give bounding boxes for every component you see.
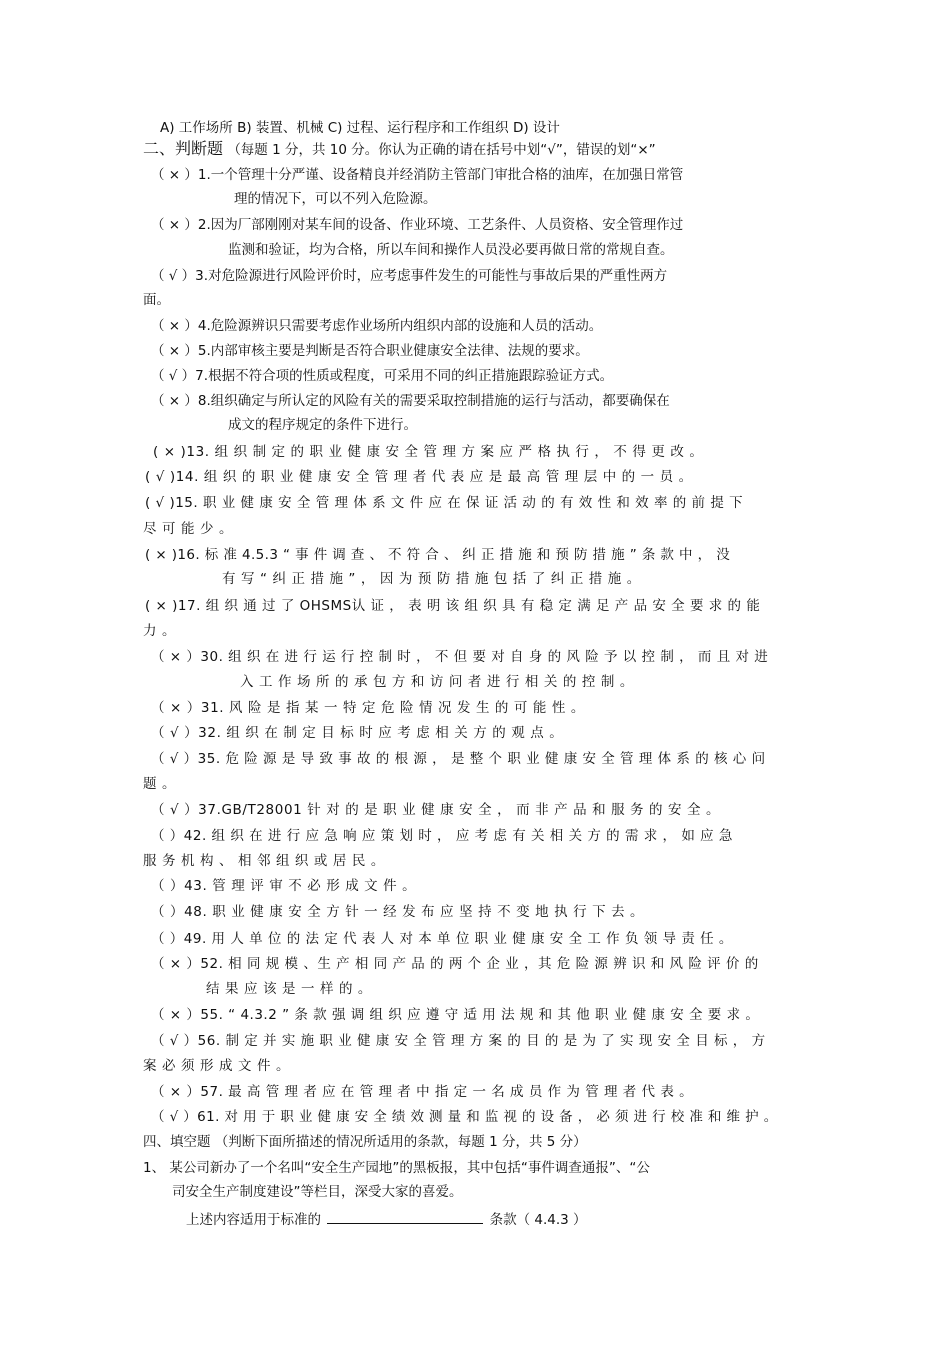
question-line: 尽 可 能 少 。	[143, 521, 234, 537]
question-line: ( × )13. 组 织 制 定 的 职 业 健 康 安 全 管 理 方 案 应 严 格 执 行 ， 不 得 更 改 。	[153, 444, 704, 460]
question-line: 案 必 须 形 成 文 件 。	[143, 1058, 291, 1074]
question-line: 力 。	[143, 623, 177, 639]
question-line: ( × )17. 组 织 通 过 了 OHSMS认 证 ， 表 明 该 组 织 具 有 稳 定 满 足 产 品 安 全 要 求 的 能	[145, 598, 761, 614]
question-line: （ × ）52. 相 同 规 模 、生 产 相 同 产 品 的 两 个 企 业 ，其 危 险 源 辨 识 和 风 险 评 价 的	[151, 956, 759, 972]
question-line: 题 。	[143, 776, 177, 792]
question-line: （ × ）2.因为厂部刚刚对某车间的设备、作业环境、工艺条件、人员资格、安全管理作过	[151, 217, 684, 233]
question-line: （ × ）31. 风 险 是 指 某 一 特 定 危 险 情 况 发 生 的 可 能 性 。	[151, 700, 585, 716]
question-line: （ √ ）35. 危 险 源 是 导 致 事 故 的 根 源 ， 是 整 个 职 业 健 康 安 全 管 理 体 系 的 核 心 问	[151, 751, 766, 767]
fill-question-line: 1、 某公司新办了一个名叫“安全生产园地”的黑板报，其中包括“事件调查通报”、“公	[143, 1160, 650, 1176]
question-line: ( × )16. 标 准 4.5.3 “ 事 件 调 查 、 不 符 合 、 纠 正 措 施 和 预 防 措 施 ” 条 款 中 ， 没	[145, 547, 731, 563]
choice-options-line: A) 工作场所 B) 装置、机械 C) 过程、运行程序和工作组织 D) 设计	[160, 120, 560, 136]
section-heading: 二、判断题	[143, 139, 224, 158]
section-instructions: （每题 1 分，共 10 分。你认为正确的请在括号中划“√”，错误的划“×”	[227, 142, 656, 158]
question-line: （ ）42. 组 织 在 进 行 应 急 响 应 策 划 时 ， 应 考 虑 有 关 相 关 方 的 需 求 ， 如 应 急	[151, 828, 733, 844]
answer-suffix: 条款（ 4.4.3 ）	[489, 1212, 587, 1228]
question-line: （ √ ）56. 制 定 并 实 施 职 业 健 康 安 全 管 理 方 案 的 目 的 是 为 了 实 现 安 全 目 标 ， 方	[151, 1033, 766, 1049]
question-line: （ ）48. 职 业 健 康 安 全 方 针 一 经 发 布 应 坚 持 不 变 地 执 行 下 去 。	[151, 904, 645, 920]
question-line: 面。	[143, 292, 170, 308]
answer-prefix: 上述内容适用于标准的	[186, 1212, 321, 1228]
question-line: （ √ ）7.根据不符合项的性质或程度，可采用不同的纠正措施跟踪验证方式。	[151, 368, 614, 384]
question-line: 服 务 机 构 、 相 邻 组 织 或 居 民 。	[143, 853, 385, 869]
question-line: （ × ）8.组织确定与所认定的风险有关的需要采取控制措施的运行与活动，都要确保在	[151, 393, 670, 409]
answer-line	[186, 1209, 587, 1229]
question-line: 成文的程序规定的条件下进行。	[228, 417, 417, 433]
question-line: （ × ）1.一个管理十分严谨、设备精良并经消防主管部门审批合格的油库，在加强日常管	[151, 167, 684, 183]
answer-blank[interactable]	[327, 1209, 483, 1224]
question-line: 监测和验证，均为合格，所以车间和操作人员没必要再做日常的常规自查。	[228, 242, 674, 258]
question-line: （ √ ）3.对危险源进行风险评价时，应考虑事件发生的可能性与事故后果的严重性两方	[151, 268, 668, 284]
question-line: （ × ）30. 组 织 在 进 行 运 行 控 制 时 ， 不 但 要 对 自 身 的 风 险 予 以 控 制 ， 而 且 对 进	[151, 649, 769, 665]
question-line: （ ）49. 用 人 单 位 的 法 定 代 表 人 对 本 单 位 职 业 健 康 安 全 工 作 负 领 导 责 任 。	[151, 931, 733, 947]
question-line: （ √ ）61. 对 用 于 职 业 健 康 安 全 绩 效 测 量 和 监 视 的 设 备 ， 必 须 进 行 校 准 和 维 护 。	[151, 1109, 778, 1125]
question-line: （ × ）5.内部审核主要是判断是否符合职业健康安全法律、法规的要求。	[151, 343, 589, 359]
question-line: 入 工 作 场 所 的 承 包 方 和 访 问 者 进 行 相 关 的 控 制 。	[240, 674, 634, 690]
section-two-title	[143, 140, 656, 159]
question-line: （ √ ）37.GB/T28001 针 对 的 是 职 业 健 康 安 全 ， 而 非 产 品 和 服 务 的 安 全 。	[151, 802, 721, 818]
question-line: （ × ）55. “ 4.3.2 ” 条 款 强 调 组 织 应 遵 守 适 用 法 规 和 其 他 职 业 健 康 安 全 要 求 。	[151, 1007, 760, 1023]
question-line: 理的情况下，可以不列入危险源。	[234, 191, 437, 207]
question-line: 有 写 “ 纠 正 措 施 ” ， 因 为 预 防 措 施 包 括 了 纠 正 措 施 。	[222, 571, 641, 587]
question-line: ( √ )15. 职 业 健 康 安 全 管 理 体 系 文 件 应 在 保 证 活 动 的 有 效 性 和 效 率 的 前 提 下	[145, 495, 744, 511]
question-line: ( √ )14. 组 织 的 职 业 健 康 安 全 管 理 者 代 表 应 是 最 高 管 理 层 中 的 一 员 。	[145, 469, 693, 485]
question-line: （ × ）57. 最 高 管 理 者 应 在 管 理 者 中 指 定 一 名 成 员 作 为 管 理 者 代 表 。	[151, 1084, 694, 1100]
question-line: （ ）43. 管 理 评 审 不 必 形 成 文 件 。	[151, 878, 417, 894]
fill-question-line: 司安全生产制度建设”等栏目，深受大家的喜爱。	[172, 1184, 463, 1200]
question-line: （ × ）4.危险源辨识只需要考虑作业场所内组织内部的设施和人员的活动。	[151, 318, 603, 334]
question-line: （ √ ）32. 组 织 在 制 定 目 标 时 应 考 虑 相 关 方 的 观 点 。	[151, 725, 564, 741]
section-four-title: 四、填空题 （判断下面所描述的情况所适用的条款，每题 1 分，共 5 分）	[143, 1134, 587, 1150]
question-line: 结 果 应 该 是 一 样 的 。	[206, 981, 373, 997]
